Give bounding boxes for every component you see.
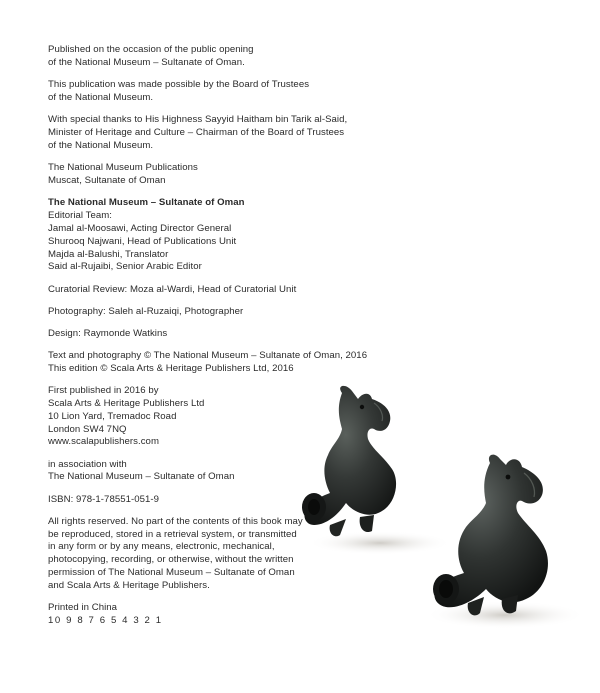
design-credit — [48, 328, 378, 341]
curatorial-review — [48, 284, 378, 297]
printed-in-line: Printed in China — [48, 602, 118, 614]
occasion-note — [48, 44, 378, 70]
horse-figurine-left — [302, 386, 396, 536]
occasion-line: of the National Museum – Sultanate of Oman. — [48, 56, 245, 68]
rights-line: be reproduced, stored in a retrieval system, or transmitted — [48, 528, 297, 540]
design-line: Design: Raymonde Watkins — [48, 327, 168, 339]
copyright-line: This edition © Scala Arts & Heritage Publishers Ltd, 2016 — [48, 362, 294, 374]
support-line: This publication was made possible by the Board of Trustees — [48, 79, 310, 90]
rights-line: and Scala Arts & Heritage Publishers. — [48, 580, 210, 592]
copyright-line: Text and photography © The National Museum – Sultanate of Oman, 2016 — [48, 349, 368, 361]
first-published-line: 10 Lion Yard, Tremadoc Road — [48, 410, 177, 422]
editorial-line: Jamal al-Moosawi, Acting Director General — [48, 222, 232, 234]
first-published-line: First published in 2016 by — [48, 384, 159, 396]
rights-line: in any form or by any means, electronic, mechanical, — [48, 541, 275, 553]
publisher-local-line: The National Museum Publications — [48, 161, 198, 173]
first-published-line: Scala Arts & Heritage Publishers Ltd — [48, 397, 205, 409]
occasion-line: Published on the occasion of the public opening — [48, 44, 254, 55]
rights-line: photocopying, recording, or otherwise, without the written — [48, 554, 294, 566]
editorial-line: Majda al-Balushi, Translator — [48, 248, 169, 260]
publisher-local — [48, 162, 378, 188]
editorial-line: Editorial Team: — [48, 209, 113, 221]
support-line: of the National Museum. — [48, 91, 154, 103]
first-published-line: London SW4 7NQ — [48, 423, 127, 435]
editorial-block — [48, 197, 378, 274]
support-note — [48, 79, 378, 105]
rights-line: permission of The National Museum – Sultanate of Oman — [48, 567, 295, 579]
photography-line: Photography: Saleh al-Ruzaiqi, Photographer — [48, 305, 244, 317]
thanks-line: With special thanks to His Highness Sayyid Haitham bin Tarik al-Said, — [48, 114, 348, 125]
rights-line: All rights reserved. No part of the contents of this book may — [48, 515, 303, 527]
museum-heading: The National Museum – Sultanate of Oman — [48, 196, 245, 208]
isbn-line: ISBN: 978-1-78551-051-9 — [48, 493, 160, 505]
publisher-website: www.scalapublishers.com — [48, 436, 159, 448]
print-run-line: 10 9 8 7 6 5 4 3 2 1 — [48, 615, 163, 627]
association-line: The National Museum – Sultanate of Oman — [48, 471, 235, 483]
horse-figurines-photo — [300, 385, 600, 645]
curatorial-line: Curatorial Review: Moza al-Wardi, Head of Curatorial Unit — [48, 283, 297, 295]
publisher-local-line: Muscat, Sultanate of Oman — [48, 174, 166, 186]
thanks-line: Minister of Heritage and Culture – Chairman of the Board of Trustees — [48, 126, 345, 138]
editorial-line: Said al-Rujaibi, Senior Arabic Editor — [48, 261, 202, 273]
thanks-note — [48, 114, 378, 153]
horse-figurines-illustration — [300, 385, 600, 645]
photography-credit — [48, 306, 378, 319]
editorial-line: Shurooq Najwani, Head of Publications Unit — [48, 235, 237, 247]
thanks-line: of the National Museum. — [48, 139, 154, 151]
association-line: in association with — [48, 458, 127, 470]
copyright-note — [48, 350, 378, 376]
shadow-left — [308, 531, 452, 555]
horse-figurine-right — [433, 455, 548, 616]
